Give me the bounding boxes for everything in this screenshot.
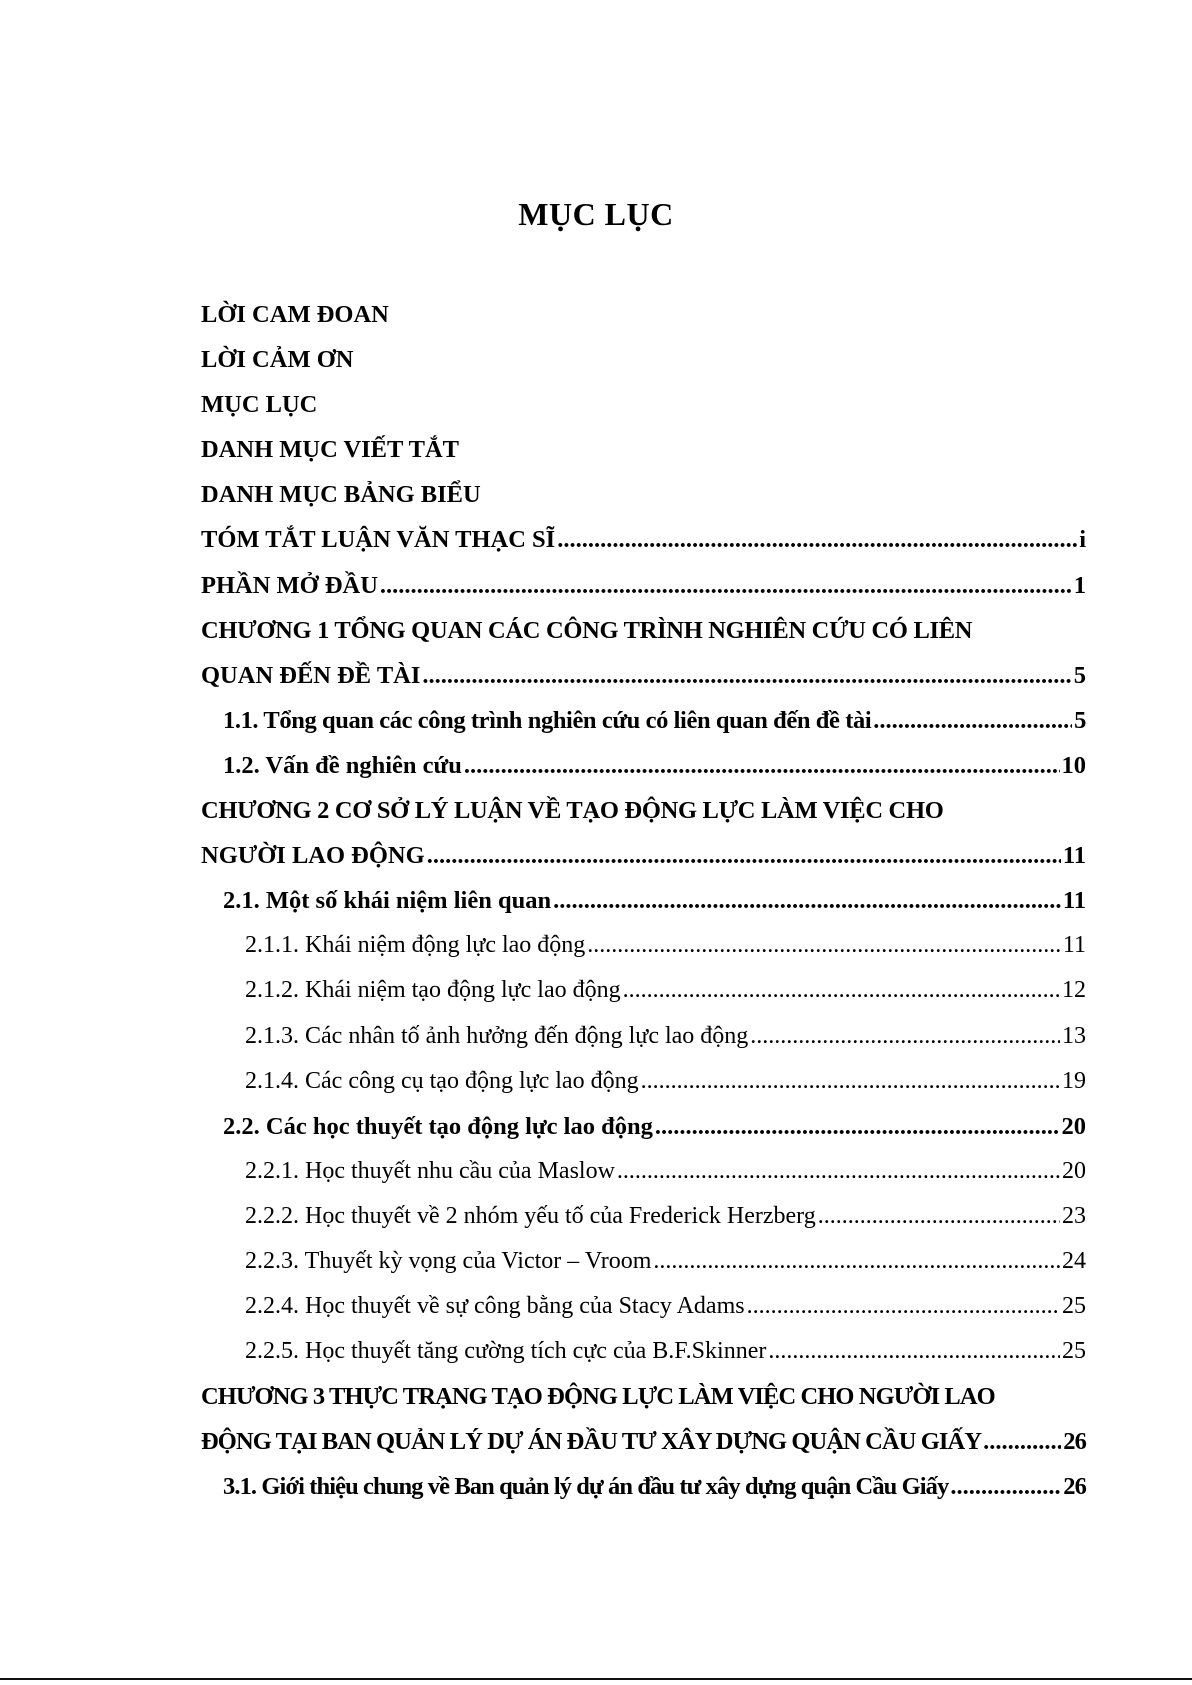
toc-summary-entry[interactable] [201, 517, 1086, 562]
toc-chapter-heading[interactable] [201, 608, 1086, 653]
toc-section-entry[interactable] [201, 743, 1086, 788]
leader-dots [464, 743, 1060, 788]
toc-chapter-entry[interactable] [201, 653, 1086, 698]
toc-entry-text: 2.2.4. Học thuyết về sự công bằng của Stacy Adams [245, 1293, 745, 1320]
toc-subsection-entry[interactable] [201, 968, 1086, 1013]
toc-section-entry[interactable] [201, 698, 1086, 743]
toc-entry-text: QUAN ĐẾN ĐỀ TÀI [201, 661, 421, 689]
toc-front-item[interactable] [201, 472, 1086, 517]
toc-page-number: 11 [1062, 842, 1086, 870]
toc-entry-text: 3.1. Giới thiệu chung về Ban quản lý dự án đầu tư xây dựng quận Cầu Giấy [223, 1473, 949, 1501]
leader-dots [427, 833, 1061, 878]
toc-entry-text: 2.1.2. Khái niệm tạo động lực lao động [245, 977, 621, 1004]
toc-entry-text: DANH MỤC BẢNG BIỂU [201, 481, 481, 509]
toc-page-number: 25 [1062, 1293, 1086, 1320]
toc-page-number: 19 [1062, 1067, 1086, 1094]
toc-front-item[interactable] [201, 427, 1086, 472]
toc-page-number: 26 [1063, 1473, 1086, 1501]
toc-page-number: 10 [1061, 751, 1086, 779]
toc-page-number: 20 [1062, 1157, 1086, 1184]
toc-page-number: 11 [1062, 932, 1086, 959]
toc-section-entry[interactable] [201, 1464, 1086, 1509]
toc-front-item[interactable] [201, 337, 1086, 382]
leader-dots [653, 1239, 1060, 1284]
toc-chapter-heading[interactable] [201, 788, 1086, 833]
toc-page-number: 20 [1061, 1112, 1086, 1140]
toc-entry-text: NGƯỜI LAO ĐỘNG [201, 842, 425, 870]
toc-section-entry[interactable] [201, 1104, 1086, 1149]
toc-page-number: 5 [1073, 661, 1086, 689]
toc-entry-text: 2.2.1. Học thuyết nhu cầu của Maslow [245, 1157, 615, 1184]
leader-dots [641, 1059, 1060, 1104]
toc-page-number: 23 [1062, 1202, 1086, 1229]
leader-dots [873, 698, 1072, 743]
page-title: MỤC LỤC [518, 196, 674, 232]
toc-page-number: 12 [1062, 977, 1086, 1004]
toc-intro-entry[interactable] [201, 563, 1086, 608]
leader-dots [587, 923, 1061, 968]
leader-dots [983, 1419, 1061, 1464]
leader-dots [553, 878, 1061, 923]
toc-subsection-entry[interactable] [201, 1059, 1086, 1104]
toc-entry-text: 2.2.3. Thuyết kỳ vọng của Victor – Vroom [245, 1247, 652, 1274]
toc-subsection-entry[interactable] [201, 1284, 1086, 1329]
toc-entry-text: 1.1. Tổng quan các công trình nghiên cứu có liên quan đến đề tài [223, 706, 872, 734]
toc-entry-text: PHẦN MỞ ĐẦU [201, 571, 378, 599]
toc-subsection-entry[interactable] [201, 1239, 1086, 1284]
leader-dots [617, 1149, 1060, 1194]
leader-dots [750, 1014, 1060, 1059]
toc-entry-text: LỜI CAM ĐOAN [201, 301, 389, 328]
toc-entry-text: 2.1.1. Khái niệm động lực lao động [245, 932, 586, 959]
toc-page-number: 5 [1074, 706, 1086, 734]
toc-subsection-entry[interactable] [201, 1194, 1086, 1239]
toc-subsection-entry[interactable] [201, 1329, 1086, 1374]
toc-front-item[interactable] [201, 382, 1086, 427]
toc-subsection-entry[interactable] [201, 1149, 1086, 1194]
toc-page-number: 25 [1062, 1338, 1086, 1365]
leader-dots [557, 517, 1077, 562]
toc-chapter-heading[interactable] [201, 1374, 1086, 1419]
toc-entry-text: 2.2. Các học thuyết tạo động lực lao động [223, 1112, 653, 1140]
leader-dots [950, 1464, 1061, 1509]
toc-entry-text: DANH MỤC VIẾT TẮT [201, 436, 459, 464]
page-bottom-edge [0, 1678, 1192, 1680]
toc-page-number: 13 [1062, 1022, 1086, 1049]
toc-page-number: i [1079, 526, 1086, 554]
toc-subsection-entry[interactable] [201, 923, 1086, 968]
toc-entry-text: LỜI CẢM ƠN [201, 346, 354, 374]
toc-page-number: 26 [1063, 1428, 1086, 1456]
toc-entry-text: 2.2.5. Học thuyết tăng cường tích cực của B.F.Skinner [245, 1338, 767, 1365]
leader-dots [747, 1284, 1060, 1329]
leader-dots [422, 653, 1071, 698]
toc-page-number: 11 [1062, 887, 1086, 915]
table-of-contents [201, 292, 1086, 1510]
toc-entry-text: 2.1. Một số khái niệm liên quan [223, 887, 552, 915]
toc-page-number: 1 [1073, 571, 1086, 599]
toc-entry-text: MỤC LỤC [201, 391, 318, 419]
toc-entry-text: 2.1.4. Các công cụ tạo động lực lao động [245, 1067, 639, 1094]
toc-entry-text: 1.2. Vấn đề nghiên cứu [223, 751, 462, 779]
toc-section-entry[interactable] [201, 878, 1086, 923]
toc-entry-text: 2.1.3. Các nhân tố ảnh hưởng đến động lực lao động [245, 1022, 749, 1049]
toc-entry-text: CHƯƠNG 1 TỔNG QUAN CÁC CÔNG TRÌNH NGHIÊN CỨU CÓ LIÊN [201, 616, 973, 644]
toc-entry-text: TÓM TẮT LUẬN VĂN THẠC SĨ [201, 526, 556, 554]
toc-entry-text: CHƯƠNG 3 THỰC TRẠNG TẠO ĐỘNG LỰC LÀM VIỆC CHO NGƯỜI LAO [201, 1383, 995, 1411]
leader-dots [623, 968, 1060, 1013]
leader-dots [380, 563, 1072, 608]
toc-page-number: 24 [1062, 1247, 1086, 1274]
toc-chapter-entry[interactable] [201, 833, 1086, 878]
toc-chapter-entry[interactable] [201, 1419, 1086, 1464]
toc-subsection-entry[interactable] [201, 1014, 1086, 1059]
leader-dots [818, 1194, 1060, 1239]
leader-dots [655, 1104, 1060, 1149]
toc-entry-text: 2.2.2. Học thuyết về 2 nhóm yếu tố của Frederick Herzberg [245, 1202, 816, 1229]
toc-entry-text: ĐỘNG TẠI BAN QUẢN LÝ DỰ ÁN ĐẦU TƯ XÂY DỰNG QUẬN CẦU GIẤY [201, 1428, 982, 1456]
toc-entry-text: CHƯƠNG 2 CƠ SỞ LÝ LUẬN VỀ TẠO ĐỘNG LỰC LÀM VIỆC CHO [201, 797, 944, 825]
toc-front-item[interactable] [201, 292, 1086, 337]
leader-dots [768, 1329, 1060, 1374]
